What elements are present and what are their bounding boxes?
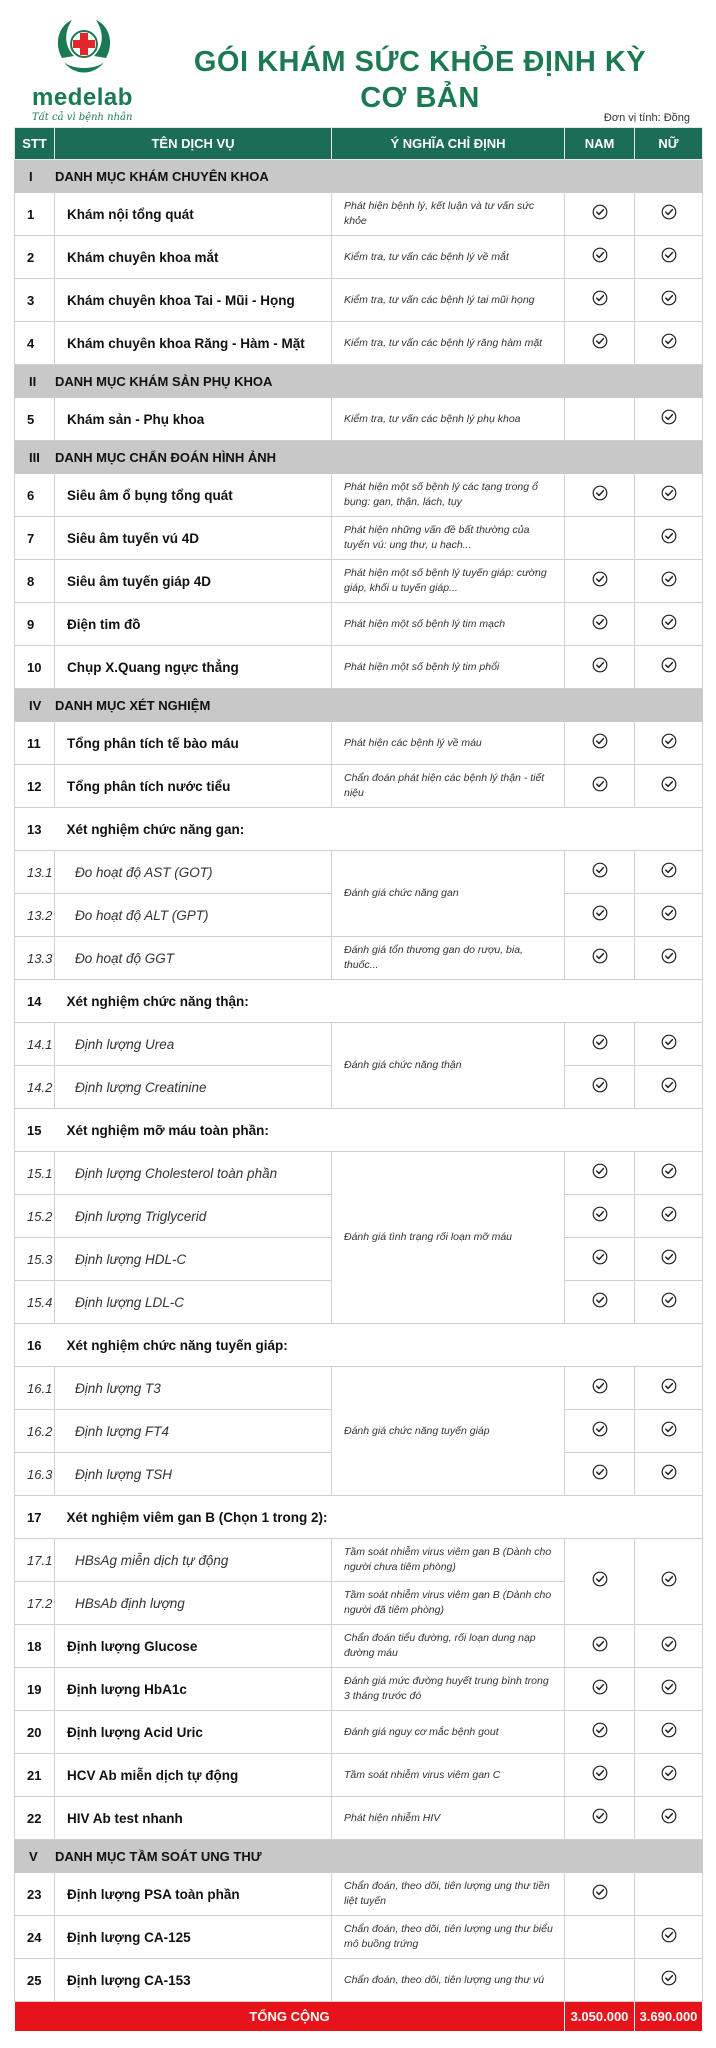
service-name: Định lượng HbA1c — [55, 1668, 332, 1711]
male-cell — [565, 1367, 635, 1410]
row-number: 21 — [15, 1754, 55, 1797]
row-number: 10 — [15, 646, 55, 689]
female-check-icon — [661, 1378, 677, 1394]
total-row — [15, 2002, 703, 2032]
male-check-icon — [592, 1421, 608, 1437]
male-check-icon — [592, 862, 608, 878]
service-name: HBsAg miễn dịch tự động — [55, 1539, 332, 1582]
female-cell — [635, 517, 703, 560]
female-check-icon — [661, 1206, 677, 1222]
male-check-icon — [592, 1077, 608, 1093]
male-check-icon — [592, 1808, 608, 1824]
male-cell — [565, 1797, 635, 1840]
service-name: Chụp X.Quang ngực thẳng — [55, 646, 332, 689]
female-check-icon — [661, 1034, 677, 1050]
male-check-icon — [592, 1722, 608, 1738]
row-number: 22 — [15, 1797, 55, 1840]
row-number: 17.2 — [15, 1582, 55, 1625]
section-number: V — [15, 1840, 55, 1873]
row-number: 5 — [15, 398, 55, 441]
page-header — [0, 0, 716, 126]
row-number: 16.2 — [15, 1410, 55, 1453]
female-check-icon — [661, 528, 677, 544]
female-check-icon — [661, 614, 677, 630]
female-cell — [635, 236, 703, 279]
service-meaning: Chẩn đoán, theo dõi, tiên lượng ung thư tiền liệt tuyến — [332, 1873, 565, 1916]
female-check-icon — [661, 1679, 677, 1695]
table-row — [15, 322, 703, 365]
service-meaning: Đánh giá tình trạng rối loạn mỡ máu — [332, 1152, 565, 1324]
male-check-icon — [592, 1206, 608, 1222]
female-cell — [635, 1539, 703, 1625]
male-cell — [565, 398, 635, 441]
service-meaning: Phát hiện một số bệnh lý tim mạch — [332, 603, 565, 646]
service-meaning: Chẩn đoán phát hiện các bệnh lý thận - tiết niệu — [332, 765, 565, 808]
row-number: 13.2 — [15, 894, 55, 937]
table-row — [15, 722, 703, 765]
row-number: 16 — [15, 1324, 55, 1367]
service-meaning: Phát hiện một số bệnh lý các tạng trong ổ bụng: gan, thận, lách, tụy — [332, 474, 565, 517]
total-male-price: 3.050.000 — [565, 2002, 635, 2032]
row-number: 13.1 — [15, 851, 55, 894]
service-name: Tổng phân tích tế bào máu — [55, 722, 332, 765]
row-number: 8 — [15, 560, 55, 603]
male-check-icon — [592, 1636, 608, 1652]
female-check-icon — [661, 485, 677, 501]
service-name: HBsAb định lượng — [55, 1582, 332, 1625]
group-title: Xét nghiệm chức năng tuyến giáp: — [55, 1324, 703, 1367]
service-meaning: Đánh giá chức năng tuyến giáp — [332, 1367, 565, 1496]
female-cell — [635, 851, 703, 894]
column-header-stt: STT — [15, 128, 55, 160]
male-check-icon — [592, 733, 608, 749]
service-meaning: Phát hiện một số bệnh lý tuyến giáp: cường giáp, khối u tuyến giáp... — [332, 560, 565, 603]
logo-slogan: Tất cả vì bệnh nhân — [32, 112, 133, 123]
male-cell — [565, 1410, 635, 1453]
row-number: 25 — [15, 1959, 55, 2002]
female-check-icon — [661, 1765, 677, 1781]
service-name: HCV Ab miễn dịch tự động — [55, 1754, 332, 1797]
service-name: Siêu âm tuyến vú 4D — [55, 517, 332, 560]
table-row — [15, 1367, 703, 1410]
row-number: 18 — [15, 1625, 55, 1668]
female-cell — [635, 1711, 703, 1754]
row-number: 14 — [15, 980, 55, 1023]
male-check-icon — [592, 1679, 608, 1695]
female-cell — [635, 1152, 703, 1195]
male-cell — [565, 279, 635, 322]
female-cell — [635, 1238, 703, 1281]
service-name: Khám chuyên khoa Tai - Mũi - Họng — [55, 279, 332, 322]
table-row — [15, 1152, 703, 1195]
group-row — [15, 808, 703, 851]
table-row — [15, 646, 703, 689]
service-name: Định lượng Glucose — [55, 1625, 332, 1668]
service-meaning: Tầm soát nhiễm virus viêm gan B (Dành cho người đã tiêm phòng) — [332, 1582, 565, 1625]
service-meaning: Đánh giá nguy cơ mắc bệnh gout — [332, 1711, 565, 1754]
female-cell — [635, 1410, 703, 1453]
medelab-logo — [26, 14, 142, 123]
table-row — [15, 1916, 703, 1959]
male-check-icon — [592, 948, 608, 964]
medelab-emblem-icon — [52, 14, 116, 80]
section-header — [15, 365, 703, 398]
group-title: Xét nghiệm chức năng gan: — [55, 808, 703, 851]
male-check-icon — [592, 571, 608, 587]
table-row — [15, 1754, 703, 1797]
male-cell — [565, 1539, 635, 1625]
service-name: Định lượng Cholesterol toàn phần — [55, 1152, 332, 1195]
male-check-icon — [592, 290, 608, 306]
service-meaning: Đánh giá tổn thương gan do rượu, bia, thuốc... — [332, 937, 565, 980]
row-number: 24 — [15, 1916, 55, 1959]
female-cell — [635, 560, 703, 603]
section-title: DANH MỤC XÉT NGHIỆM — [55, 689, 703, 722]
table-header — [15, 128, 703, 160]
column-header-meaning: Ý NGHĨA CHỈ ĐỊNH — [332, 128, 565, 160]
row-number: 2 — [15, 236, 55, 279]
service-name: Định lượng Creatinine — [55, 1066, 332, 1109]
female-check-icon — [661, 1292, 677, 1308]
service-name: Định lượng PSA toàn phần — [55, 1873, 332, 1916]
male-cell — [565, 1625, 635, 1668]
table-row — [15, 517, 703, 560]
column-header-service: TÊN DỊCH VỤ — [55, 128, 332, 160]
total-label: TỔNG CỘNG — [15, 2002, 565, 2032]
male-cell — [565, 851, 635, 894]
male-cell — [565, 765, 635, 808]
service-name: Khám chuyên khoa mắt — [55, 236, 332, 279]
service-meaning: Kiểm tra, tư vấn các bệnh lý tai mũi họng — [332, 279, 565, 322]
female-check-icon — [661, 905, 677, 921]
table-row — [15, 193, 703, 236]
row-number: 17.1 — [15, 1539, 55, 1582]
row-number: 15.3 — [15, 1238, 55, 1281]
female-check-icon — [661, 1421, 677, 1437]
female-check-icon — [661, 1722, 677, 1738]
female-cell — [635, 279, 703, 322]
male-cell — [565, 474, 635, 517]
group-row — [15, 1109, 703, 1152]
row-number: 15.1 — [15, 1152, 55, 1195]
row-number: 14.2 — [15, 1066, 55, 1109]
group-row — [15, 1496, 703, 1539]
male-check-icon — [592, 905, 608, 921]
male-check-icon — [592, 776, 608, 792]
section-header — [15, 689, 703, 722]
group-title: Xét nghiệm chức năng thận: — [55, 980, 703, 1023]
section-number: IV — [15, 689, 55, 722]
female-check-icon — [661, 571, 677, 587]
table-row — [15, 560, 703, 603]
table-row — [15, 851, 703, 894]
section-header — [15, 160, 703, 193]
female-check-icon — [661, 776, 677, 792]
service-name: Đo hoạt độ AST (GOT) — [55, 851, 332, 894]
female-cell — [635, 1195, 703, 1238]
table-row — [15, 1797, 703, 1840]
table-row — [15, 603, 703, 646]
service-name: Đo hoạt độ GGT — [55, 937, 332, 980]
currency-unit: Đơn vị tính: Đồng — [603, 112, 690, 124]
male-cell — [565, 1152, 635, 1195]
row-number: 7 — [15, 517, 55, 560]
female-cell — [635, 765, 703, 808]
male-cell — [565, 1066, 635, 1109]
page-title: GÓI KHÁM SỨC KHỎE ĐỊNH KỲ — [193, 46, 647, 78]
service-meaning: Chẩn đoán, theo dõi, tiên lượng ung thư vú — [332, 1959, 565, 2002]
column-header-male: NAM — [565, 128, 635, 160]
service-name: Định lượng CA-153 — [55, 1959, 332, 2002]
service-name: Khám chuyên khoa Răng - Hàm - Mặt — [55, 322, 332, 365]
table-row — [15, 1959, 703, 2002]
row-number: 13.3 — [15, 937, 55, 980]
table-row — [15, 474, 703, 517]
table-row — [15, 1668, 703, 1711]
female-check-icon — [661, 1970, 677, 1986]
column-header-female: NỮ — [635, 128, 703, 160]
row-number: 19 — [15, 1668, 55, 1711]
male-check-icon — [592, 1571, 608, 1587]
female-cell — [635, 894, 703, 937]
row-number: 9 — [15, 603, 55, 646]
service-name: Định lượng Acid Uric — [55, 1711, 332, 1754]
table-row — [15, 937, 703, 980]
female-cell — [635, 1754, 703, 1797]
male-cell — [565, 517, 635, 560]
female-check-icon — [661, 1464, 677, 1480]
male-cell — [565, 1195, 635, 1238]
service-name: Điện tim đồ — [55, 603, 332, 646]
female-cell — [635, 1625, 703, 1668]
female-cell — [635, 193, 703, 236]
female-cell — [635, 1797, 703, 1840]
female-cell — [635, 1281, 703, 1324]
group-title: Xét nghiệm mỡ máu toàn phần: — [55, 1109, 703, 1152]
row-number: 11 — [15, 722, 55, 765]
service-name: Định lượng HDL-C — [55, 1238, 332, 1281]
male-check-icon — [592, 1249, 608, 1265]
row-number: 16.3 — [15, 1453, 55, 1496]
service-name: Định lượng TSH — [55, 1453, 332, 1496]
male-check-icon — [592, 247, 608, 263]
section-number: I — [15, 160, 55, 193]
table-row — [15, 398, 703, 441]
table-row — [15, 236, 703, 279]
male-cell — [565, 937, 635, 980]
male-cell — [565, 1959, 635, 2002]
male-check-icon — [592, 1378, 608, 1394]
section-title: DANH MỤC KHÁM CHUYÊN KHOA — [55, 160, 703, 193]
female-check-icon — [661, 733, 677, 749]
female-cell — [635, 937, 703, 980]
female-cell — [635, 1023, 703, 1066]
row-number: 14.1 — [15, 1023, 55, 1066]
logo-name: medelab — [32, 84, 133, 111]
female-cell — [635, 646, 703, 689]
male-cell — [565, 1281, 635, 1324]
male-check-icon — [592, 1034, 608, 1050]
row-number: 12 — [15, 765, 55, 808]
service-meaning: Kiểm tra, tư vấn các bệnh lý về mắt — [332, 236, 565, 279]
male-cell — [565, 560, 635, 603]
male-cell — [565, 1453, 635, 1496]
male-check-icon — [592, 204, 608, 220]
row-number: 3 — [15, 279, 55, 322]
row-number: 4 — [15, 322, 55, 365]
male-check-icon — [592, 1163, 608, 1179]
male-cell — [565, 1238, 635, 1281]
row-number: 6 — [15, 474, 55, 517]
service-name: Định lượng T3 — [55, 1367, 332, 1410]
female-cell — [635, 474, 703, 517]
section-title: DANH MỤC CHẨN ĐOÁN HÌNH ẢNH — [55, 441, 703, 474]
group-row — [15, 980, 703, 1023]
female-check-icon — [661, 1077, 677, 1093]
male-cell — [565, 1873, 635, 1916]
page-title-line-2: CƠ BẢN — [360, 82, 480, 114]
service-meaning: Phát hiện các bệnh lý về máu — [332, 722, 565, 765]
male-cell — [565, 322, 635, 365]
row-number: 15.4 — [15, 1281, 55, 1324]
male-check-icon — [592, 614, 608, 630]
male-check-icon — [592, 1765, 608, 1781]
male-check-icon — [592, 1464, 608, 1480]
table-row — [15, 1625, 703, 1668]
female-cell — [635, 398, 703, 441]
female-check-icon — [661, 948, 677, 964]
service-name: Định lượng CA-125 — [55, 1916, 332, 1959]
female-cell — [635, 722, 703, 765]
service-meaning: Phát hiện một số bệnh lý tim phổi — [332, 646, 565, 689]
row-number: 23 — [15, 1873, 55, 1916]
female-cell — [635, 1959, 703, 2002]
service-meaning: Chẩn đoán tiểu đường, rối loạn dung nạp đường máu — [332, 1625, 565, 1668]
service-meaning: Phát hiện nhiễm HIV — [332, 1797, 565, 1840]
table-row — [15, 279, 703, 322]
service-name: Định lượng Triglycerid — [55, 1195, 332, 1238]
male-check-icon — [592, 1292, 608, 1308]
section-title: DANH MỤC TẦM SOÁT UNG THƯ — [55, 1840, 703, 1873]
female-cell — [635, 322, 703, 365]
male-cell — [565, 646, 635, 689]
female-check-icon — [661, 1571, 677, 1587]
row-number: 15.2 — [15, 1195, 55, 1238]
male-cell — [565, 1711, 635, 1754]
male-check-icon — [592, 657, 608, 673]
service-name: Định lượng FT4 — [55, 1410, 332, 1453]
female-check-icon — [661, 1249, 677, 1265]
female-check-icon — [661, 1636, 677, 1652]
male-cell — [565, 236, 635, 279]
female-check-icon — [661, 290, 677, 306]
female-cell — [635, 1916, 703, 1959]
female-cell — [635, 1066, 703, 1109]
service-meaning: Tầm soát nhiễm virus viêm gan B (Dành cho người chưa tiêm phòng) — [332, 1539, 565, 1582]
female-check-icon — [661, 862, 677, 878]
male-cell — [565, 722, 635, 765]
row-number: 16.1 — [15, 1367, 55, 1410]
service-meaning: Tầm soát nhiễm virus viêm gan C — [332, 1754, 565, 1797]
service-meaning: Phát hiện những vấn đề bất thường của tuyến vú: ung thư, u hạch... — [332, 517, 565, 560]
service-name: Đo hoạt độ ALT (GPT) — [55, 894, 332, 937]
male-cell — [565, 1916, 635, 1959]
service-name: Khám nội tổng quát — [55, 193, 332, 236]
female-cell — [635, 1873, 703, 1916]
group-title: Xét nghiệm viêm gan B (Chọn 1 trong 2): — [55, 1496, 703, 1539]
row-number: 1 — [15, 193, 55, 236]
male-cell — [565, 1754, 635, 1797]
male-cell — [565, 193, 635, 236]
service-name: Siêu âm tuyến giáp 4D — [55, 560, 332, 603]
female-check-icon — [661, 333, 677, 349]
service-name: Định lượng LDL-C — [55, 1281, 332, 1324]
female-cell — [635, 1668, 703, 1711]
row-number: 15 — [15, 1109, 55, 1152]
section-number: III — [15, 441, 55, 474]
female-cell — [635, 603, 703, 646]
female-check-icon — [661, 1808, 677, 1824]
section-number: II — [15, 365, 55, 398]
male-cell — [565, 894, 635, 937]
service-name: Khám sản - Phụ khoa — [55, 398, 332, 441]
male-check-icon — [592, 1884, 608, 1900]
male-cell — [565, 603, 635, 646]
service-meaning: Đánh giá chức năng gan — [332, 851, 565, 937]
female-check-icon — [661, 1163, 677, 1179]
male-check-icon — [592, 485, 608, 501]
female-cell — [635, 1453, 703, 1496]
total-female-price: 3.690.000 — [635, 2002, 703, 2032]
male-cell — [565, 1668, 635, 1711]
service-name: Định lượng Urea — [55, 1023, 332, 1066]
row-number: 13 — [15, 808, 55, 851]
female-check-icon — [661, 247, 677, 263]
female-check-icon — [661, 657, 677, 673]
service-meaning: Kiểm tra, tư vấn các bệnh lý răng hàm mặt — [332, 322, 565, 365]
service-meaning: Đánh giá mức đường huyết trung bình trong 3 tháng trước đó — [332, 1668, 565, 1711]
service-table — [14, 127, 703, 2032]
female-check-icon — [661, 1927, 677, 1943]
table-row — [15, 1023, 703, 1066]
table-row — [15, 1873, 703, 1916]
service-name: Tổng phân tích nước tiểu — [55, 765, 332, 808]
service-meaning: Chẩn đoán, theo dõi, tiên lượng ung thư biểu mô buồng trứng — [332, 1916, 565, 1959]
service-name: Siêu âm ổ bụng tổng quát — [55, 474, 332, 517]
male-check-icon — [592, 333, 608, 349]
table-row — [15, 1711, 703, 1754]
service-meaning: Đánh giá chức năng thận — [332, 1023, 565, 1109]
service-name: HIV Ab test nhanh — [55, 1797, 332, 1840]
female-check-icon — [661, 409, 677, 425]
group-row — [15, 1324, 703, 1367]
female-check-icon — [661, 204, 677, 220]
section-title: DANH MỤC KHÁM SẢN PHỤ KHOA — [55, 365, 703, 398]
row-number: 17 — [15, 1496, 55, 1539]
section-header — [15, 1840, 703, 1873]
table-row — [15, 765, 703, 808]
section-header — [15, 441, 703, 474]
row-number: 20 — [15, 1711, 55, 1754]
service-meaning: Kiểm tra, tư vấn các bệnh lý phụ khoa — [332, 398, 565, 441]
male-cell — [565, 1023, 635, 1066]
service-meaning: Phát hiện bệnh lý, kết luận và tư vấn sức khỏe — [332, 193, 565, 236]
table-row — [15, 1539, 703, 1582]
female-cell — [635, 1367, 703, 1410]
